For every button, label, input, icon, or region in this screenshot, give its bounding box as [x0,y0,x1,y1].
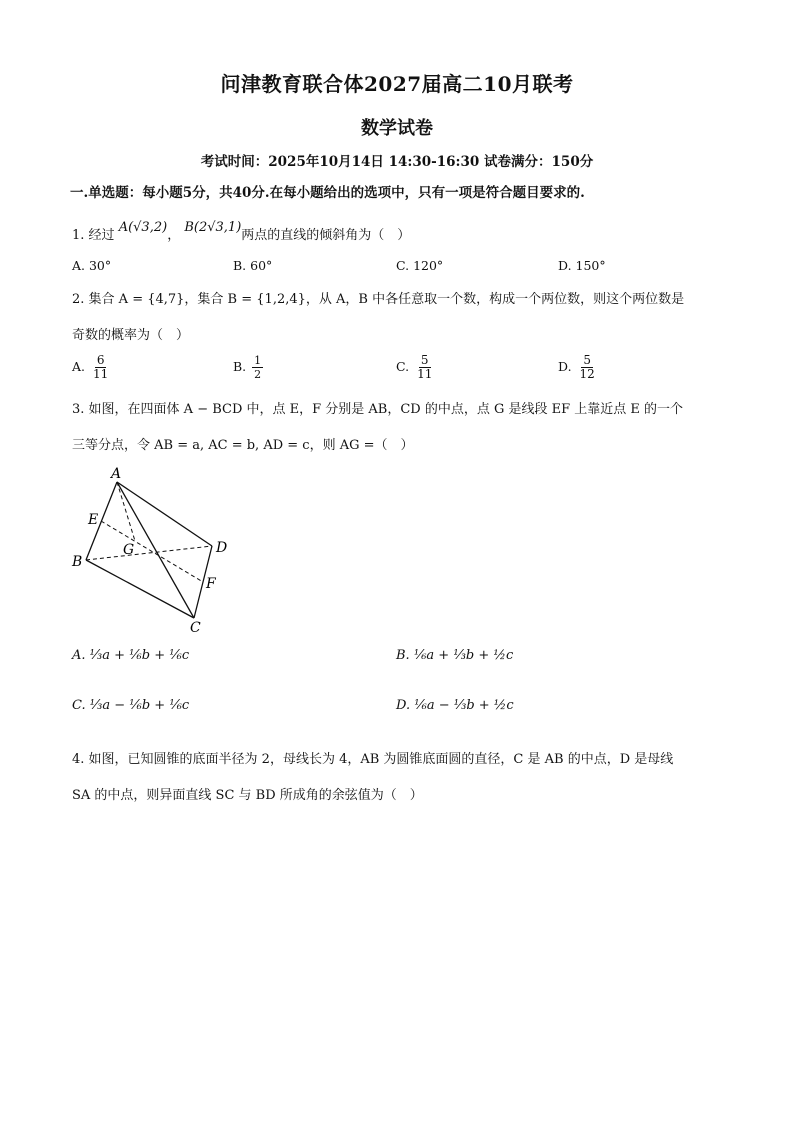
q2-a-denominator: 11 [93,367,109,381]
q3-option-c: C. ⅓a − ⅙b + ⅙c [72,698,190,713]
q1-option-c: C. 120° [396,258,444,273]
question-1 [72,220,411,246]
q2-c-denominator: 11 [417,367,433,381]
exam-meta: 考试时间：2025年10月14日 14:30-16:30 试卷满分：150分 [200,154,594,170]
q3-option-d: D. ⅙a − ⅓b + ½c [396,698,514,713]
label-b: B [72,554,83,570]
q1-option-d: D. 150° [558,258,606,273]
q3-line-2: 三等分点，令 AB = a, AC = b, AD = c，则 AG =（ ） [72,438,414,453]
q2-line-1: 2. 集合 A = {4,7}，集合 B = {1,2,4}，从 A，B 中各任意取一个数，构成一个两位数，则这个两位数是 [72,292,685,307]
tetrahedron-figure [66,462,246,634]
q2-option-a [72,354,112,381]
q2-option-d-fraction [578,354,597,381]
section-heading: 一.单选题：每小题5分，共40分.在每小题给出的选项中，只有一项是符合题目要求的. [70,185,585,201]
q2-c-numerator: 5 [420,353,429,367]
q2-b-denominator: 2 [254,368,262,381]
label-a: A [111,466,122,482]
q3-option-b: B. ⅙a + ⅓b + ½c [396,648,514,663]
q1-option-b: B. 60° [233,258,273,273]
label-c: C [190,620,201,634]
q2-option-a-fraction [91,354,110,381]
q3-option-a: A. ⅓a + ⅙b + ⅙c [72,648,190,663]
q2-b-numerator: 1 [254,354,262,367]
q1-point-a: A(√3,2) [118,220,168,235]
q2-line-2: 奇数的概率为（ ） [72,328,190,343]
label-d: D [216,540,228,556]
q2-d-numerator: 5 [583,353,591,367]
exam-title: 问津教育联合体2027届高二10月联考 [220,72,574,96]
q2-option-c-label: C. [396,359,410,374]
q4-line-1: 4. 如图，已知圆锥的底面半径为 2，母线长为 4，AB 为圆锥底面圆的直径，C 是 AB 的中点，D 是母线 [72,752,674,767]
q2-option-d-label: D. [558,359,572,374]
q4-line-2: SA 的中点，则异面直线 SC 与 BD 所成角的余弦值为（ ） [72,788,423,803]
q2-option-b [233,354,265,381]
label-g: G [123,542,135,558]
edge-ad [117,482,212,546]
q2-option-a-label: A. [72,359,86,374]
label-f: F [206,576,216,592]
q2-option-d [558,354,599,381]
q2-a-numerator: 6 [96,353,105,367]
q1-comma: ， [167,228,181,243]
q2-option-c [396,354,436,381]
q1-option-a: A. 30° [72,258,112,273]
edge-bd [86,546,212,560]
q2-option-b-fraction [252,354,263,381]
q3-line-1: 3. 如图，在四面体 A − BCD 中，点 E，F 分别是 AB，CD 的中点，点 G 是线段 EF 上靠近点 E 的一个 [72,402,684,417]
q2-option-b-label: B. [233,359,247,374]
q2-option-c-fraction [415,354,434,381]
q1-suffix: 两点的直线的倾斜角为（ ） [241,228,411,243]
exam-subtitle: 数学试卷 [361,118,433,139]
q2-d-denominator: 12 [579,367,595,381]
label-e: E [88,512,99,528]
q1-point-b: B(2√3,1) [184,220,242,235]
q1-prefix: 1. 经过 [72,228,115,243]
